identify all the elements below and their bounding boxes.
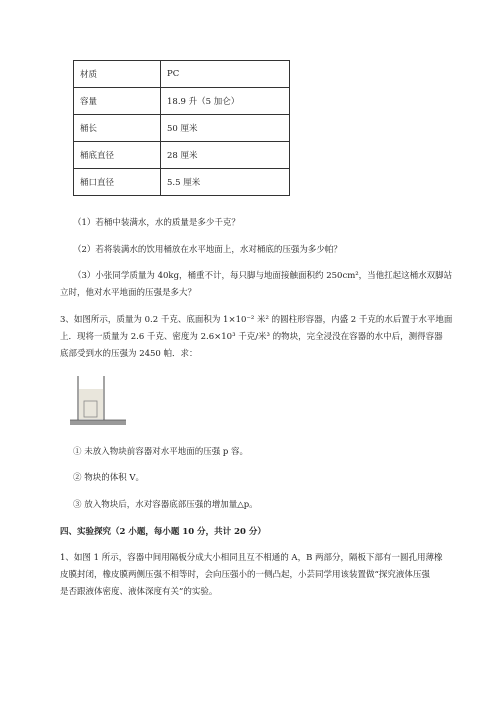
experiment-1-line-3: 是否跟液体密度、液体深度有关”的实验。: [60, 587, 218, 597]
question-3-ask-2: ② 物块的体积 V。: [73, 473, 145, 483]
question-3-line-3: 底部受到水的压强为 2450 帕．求：: [60, 349, 198, 359]
table-cell-label: 容量: [74, 88, 161, 115]
question-2-sub-1: （1）若桶中装满水，水的质量是多少千克？: [73, 218, 240, 228]
question-3-ask-1: ① 未放入物块前容器对水平地面的压强 p 容。: [73, 447, 249, 457]
table-row: [74, 115, 290, 142]
table-row: [74, 61, 290, 88]
table-cell-label: 材质: [74, 61, 161, 88]
table-cell-value: 18.9 升（5 加仑）: [161, 88, 290, 115]
water: [79, 389, 103, 419]
table-cell-label: 桶口直径: [74, 169, 161, 196]
question-2-sub-3-line-1: （3）小张同学质量为 40kg，桶重不计，每只脚与地面接触面积约 250cm²，当他扛起这桶水双脚站: [73, 271, 453, 281]
table-cell-value: PC: [161, 61, 290, 88]
question-3-ask-3: ③ 放入物块后，水对容器底部压强的增加量△p。: [73, 500, 258, 510]
ground-hatching: [70, 420, 126, 425]
container-figure: [70, 373, 126, 429]
table-cell-label: 桶底直径: [74, 142, 161, 169]
spec-table: [73, 60, 290, 196]
question-3-line-2: 上．现将一质量为 2.6 千克、密度为 2.6×10³ 千克/米³ 的物块，完全浸没在容器的水中后，测得容器: [60, 332, 443, 342]
table-row: [74, 88, 290, 115]
table-cell-label: 桶长: [74, 115, 161, 142]
experiment-1-line-2: 皮膜封闭，橡皮膜两侧压强不相等时，会向压强小的一侧凸起，小芸同学用该装置做“探究液体压强: [60, 570, 430, 580]
experiment-1-line-1: 1、如图 1 所示，容器中间用隔板分成大小相同且互不相通的 A，B 两部分，隔板下部有一圆孔用薄橡: [60, 553, 443, 563]
table-cell-value: 5.5 厘米: [161, 169, 290, 196]
section-heading: 四、实验探究（2 小题，每小题 10 分，共计 20 分）: [60, 527, 266, 537]
table-row: [74, 169, 290, 196]
table-cell-value: 50 厘米: [161, 115, 290, 142]
question-2-sub-2: （2）若将装满水的饮用桶放在水平地面上，水对桶底的压强为多少帕？: [73, 245, 342, 255]
question-2-sub-3-line-2: 立时，他对水平地面的压强是多大？: [60, 288, 197, 298]
question-3-line-1: 3、如图所示，质量为 0.2 千克、底面积为 1×10⁻² 米² 的圆柱形容器，内盛 2 千克的水后置于水平地面: [60, 315, 453, 325]
table-cell-value: 28 厘米: [161, 142, 290, 169]
table-row: [74, 142, 290, 169]
